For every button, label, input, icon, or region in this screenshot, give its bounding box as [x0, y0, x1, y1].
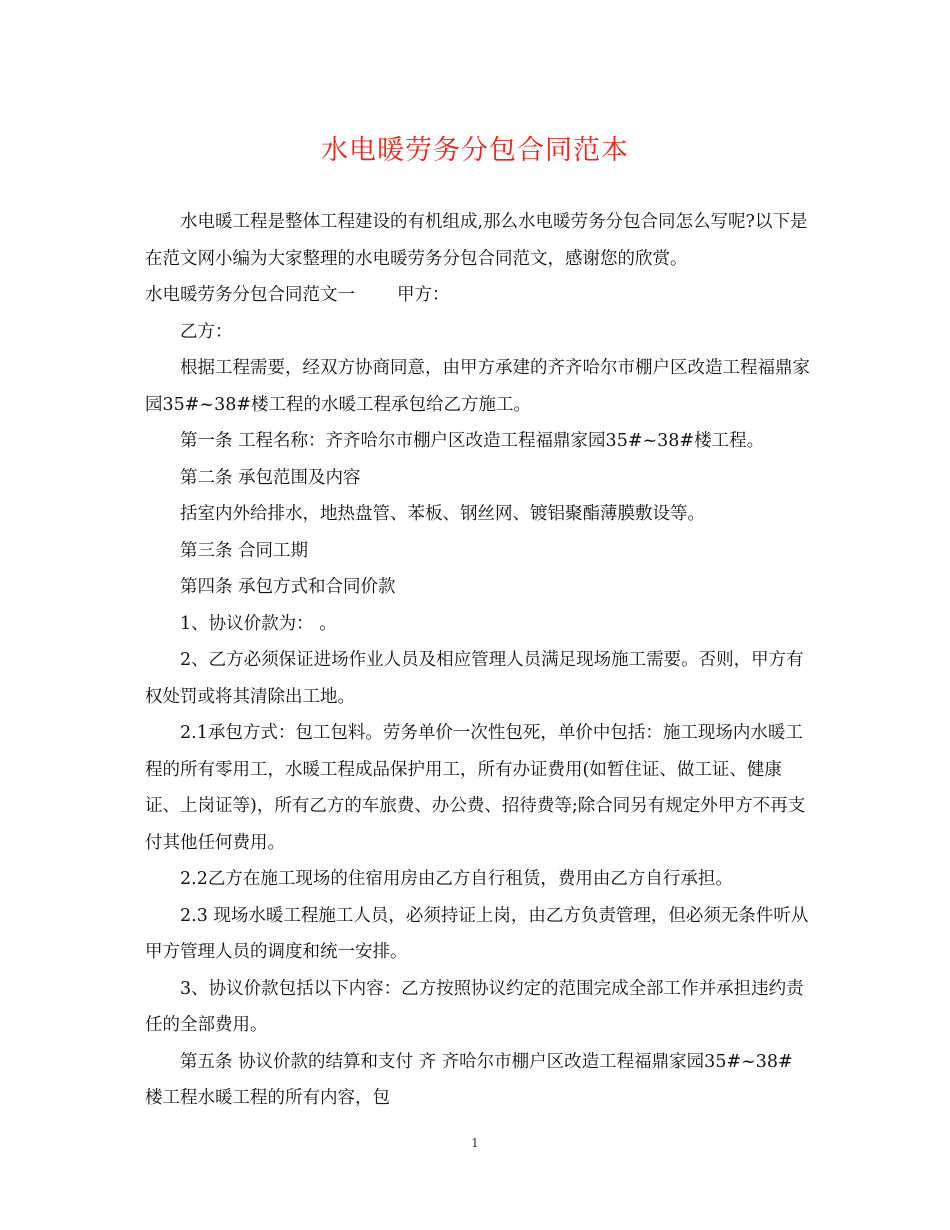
intro-paragraph: 水电暖工程是整体工程建设的有机组成,那么水电暖劳务分包合同怎么写呢?以下是在范文网小编为大家整理的水电暖劳务分包合同范文，感谢您的欣赏。	[145, 212, 808, 269]
body-paragraph: 2、乙方必须保证进场作业人员及相应管理人员满足现场施工需要。否则，甲方有权处罚或将其清除出工地。	[145, 650, 804, 707]
body-paragraph: 2.2乙方在施工现场的住宿用房由乙方自行租赁，费用由乙方自行承担。	[180, 869, 733, 889]
body-paragraph: 3、协议价款包括以下内容：乙方按照协议约定的范围完成全部工作并承担违约责任的全部费用。	[145, 978, 804, 1035]
body-paragraph: 2.1承包方式：包工包料。劳务单价一次性包死，单价中包括：施工现场内水暖工程的所有零用工，水暖工程成品保护用工，所有办证费用(如暂住证、做工证、健康证、上岗证等)，所有乙方的车旅费、办公费、招待费等;除合同另有规定外甲方不再支付其他任何费用。	[145, 723, 806, 853]
party-b-label: 乙方：	[180, 321, 233, 342]
body-paragraph: 1、协议价款为： 。	[180, 613, 337, 634]
page-number: 1	[471, 1136, 479, 1150]
body-paragraph: 第三条 合同工期	[180, 540, 309, 561]
section-heading-line	[145, 277, 810, 314]
body-paragraph: 第一条 工程名称：齐齐哈尔市棚户区改造工程福鼎家园35#~38#楼工程。	[180, 431, 765, 451]
body-paragraph: 根据工程需要，经双方协商同意，由甲方承建的齐齐哈尔市棚户区改造工程福鼎家园35#~38#楼工程的水暖工程承包给乙方施工。	[145, 358, 810, 415]
body-paragraph: 2.3 现场水暖工程施工人员，必须持证上岗，由乙方负责管理，但必须无条件听从甲方管理人员的调度和统一安排。	[145, 905, 809, 962]
document-body	[145, 204, 810, 1117]
body-paragraph: 第四条 承包方式和合同价款	[180, 577, 396, 597]
body-paragraph: 第二条 承包范围及内容	[180, 467, 361, 488]
document-title: 水电暖劳务分包合同范本	[321, 135, 629, 166]
body-paragraph: 括室内外给排水，地热盘管、苯板、钢丝网、镀铝聚酯薄膜敷设等。	[180, 504, 705, 524]
section-heading: 水电暖劳务分包合同范文一	[145, 285, 355, 305]
body-paragraph: 第五条 协议价款的结算和支付 齐 齐哈尔市棚户区改造工程福鼎家园35#~38#楼工程水暖工程的所有内容，包	[145, 1051, 793, 1108]
party-a-label: 甲方：	[397, 285, 450, 305]
